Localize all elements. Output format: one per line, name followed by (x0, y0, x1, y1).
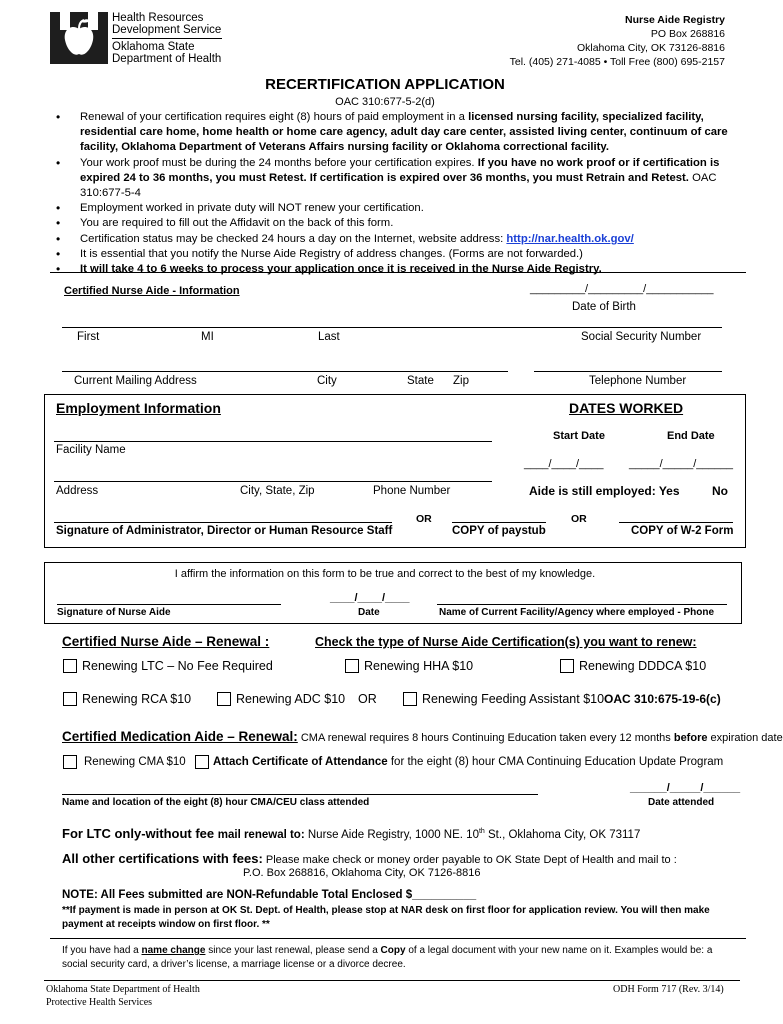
hha-checkbox[interactable] (345, 659, 359, 673)
w2-field[interactable] (619, 522, 733, 523)
current-facility-label: Name of Current Facility/Agency where employed - Phone (439, 607, 715, 618)
current-facility-field[interactable] (437, 604, 727, 605)
cma-class-label: Name and location of the eight (8) hour CMA/CEU class attended (62, 797, 370, 808)
ltc-label: Renewing LTC – No Fee Required (82, 659, 273, 673)
renewal-type-heading: Check the type of Nurse Aide Certification(s) you want to renew: (315, 635, 697, 649)
non-refundable-note: NOTE: All Fees submitted are NON-Refundable Total Enclosed $__________ (62, 889, 477, 901)
oklahoma-apple-logo-icon (50, 12, 108, 64)
start-date-label: Start Date (553, 430, 605, 442)
nurse-aide-signature-label: Signature of Nurse Aide (57, 607, 171, 618)
facility-address-field[interactable] (54, 481, 492, 482)
list-item: • Your work proof must be during the 24 months before your certification expires. If you have no work proof or if certification is expired 24 to 36 months, you must Retest. If certification is expired over 36 months, you must Retrain and Retest. OAC 310:677-5-4 (56, 156, 736, 202)
cma-label: Renewing CMA $10 (84, 756, 186, 768)
list-item: • Employment worked in private duty will NOT renew your certification. (56, 201, 736, 216)
mailing-address-label: Current Mailing Address (74, 375, 197, 387)
start-date-blank[interactable]: ____/____/____ (524, 458, 604, 470)
dddca-label: Renewing DDDCA $10 (579, 659, 707, 673)
feeding-oac: OAC 310:675-19-6(c) (604, 692, 721, 706)
ltc-checkbox[interactable] (63, 659, 77, 673)
list-item: • Renewal of your certification requires eight (8) hours of paid employment in a licensed nursing facility, specialized facility, residential care home, home health or home care agency, adult day care center, assisted living center, continuum of care facility, Oklahoma Department of Veterans Affairs nursing facility or Oklahoma correctional facility. (56, 110, 736, 156)
cma-heading-row: Certified Medication Aide – Renewal: CMA renewal requires 8 hours Continuing Education taken every 12 months before expiration date (62, 729, 783, 744)
ltc-mail-instructions: For LTC only-without fee mail renewal to: Nurse Aide Registry, 1000 NE. 10th St., Oklahoma City, OK 73117 (62, 826, 641, 841)
footer-department: Oklahoma State Department of Health (46, 984, 200, 995)
telephone-field[interactable] (534, 371, 722, 372)
cma-renewal-heading: Certified Medication Aide – Renewal: (62, 729, 298, 744)
in-person-payment-note: **If payment is made in person at OK St. Dept. of Health, please stop at NAR desk on first floor for application review. You will then make payment at receipts window on first floor. ** (62, 905, 710, 930)
affirmation-date-label: Date (358, 607, 380, 618)
last-name-label: Last (318, 331, 340, 343)
mailing-address-field[interactable] (62, 371, 508, 372)
first-name-label: First (77, 331, 100, 343)
logo-text-3: Oklahoma State (112, 41, 195, 53)
mi-label: MI (201, 331, 214, 343)
list-item: • It will take 4 to 6 weeks to process your application once it is received in the Nurse Aide Registry. (56, 262, 736, 277)
employment-heading: Employment Information (56, 400, 221, 416)
dates-worked-heading: DATES WORKED (569, 400, 684, 416)
or-separator-1: OR (416, 513, 432, 525)
name-change-note: If you have had a name change since your last renewal, please send a Copy of a legal document with your new name on it. Examples would be: a social security card, a driver’s license, a marriage license or a divorce decree. (62, 945, 713, 970)
adc-checkbox[interactable] (217, 692, 231, 706)
dob-blank[interactable]: _________/_________/___________ (530, 283, 714, 295)
or-separator-2: OR (571, 513, 587, 525)
logo-text-2: Development Service (112, 24, 222, 36)
cma-checkbox[interactable] (63, 755, 77, 769)
end-date-blank[interactable]: _____/_____/______ (629, 458, 733, 470)
ssn-label: Social Security Number (581, 331, 702, 343)
name-field[interactable] (62, 327, 722, 328)
city-state-zip-label: City, State, Zip (240, 485, 315, 497)
paystub-field[interactable] (452, 522, 546, 523)
renewal-or: OR (358, 692, 377, 706)
still-employed-no[interactable]: No (712, 484, 728, 498)
cna-info-heading: Certified Nurse Aide - Information (64, 285, 240, 297)
administrator-signature-label: Signature of Administrator, Director or Human Resource Staff (56, 525, 393, 537)
hha-label: Renewing HHA $10 (364, 659, 474, 673)
list-item: • It is essential that you notify the Nurse Aide Registry of address changes. (Forms are not forwarded.) (56, 247, 736, 262)
administrator-signature-field[interactable] (54, 522, 392, 523)
feeding-label: Renewing Feeding Assistant $10 (422, 692, 605, 706)
facility-name-field[interactable] (54, 441, 492, 442)
logo-text-1: Health Resources (112, 12, 204, 24)
cma-date-blank[interactable]: ______/_____/______ (630, 782, 741, 794)
oac-reference: OAC 310:677-5-2(d) (335, 96, 435, 108)
rca-checkbox[interactable] (63, 692, 77, 706)
fees-mail-instructions: All other certifications with fees: Please make check or money order payable to OK State Dept of Health and mail to : (62, 851, 677, 866)
adc-label: Renewing ADC $10 (236, 692, 346, 706)
address-label: Address (56, 485, 99, 497)
footer-form-number: ODH Form 717 (Rev. 3/14) (613, 984, 724, 995)
odh-logo (50, 12, 108, 64)
registry-name: Nurse Aide Registry (625, 14, 725, 26)
attach-certificate-label: Attach Certificate of Attendance for the eight (8) hour CMA Continuing Education Update Program (213, 756, 724, 768)
dddca-checkbox[interactable] (560, 659, 574, 673)
w2-label: COPY of W-2 Form (631, 525, 734, 537)
city-label: City (317, 375, 337, 387)
dob-label: Date of Birth (572, 301, 636, 313)
list-item: • Certification status may be checked 24 hours a day on the Internet, website address: http://nar.health.ok.gov/ (56, 232, 736, 247)
telephone-label: Telephone Number (589, 375, 687, 387)
still-employed-yes[interactable]: Aide is still employed: Yes (529, 484, 680, 498)
page-title: RECERTIFICATION APPLICATION (265, 76, 505, 93)
date-attended-label: Date attended (648, 797, 715, 808)
affirmation-text: I affirm the information on this form to be true and correct to the best of my knowledge. (174, 568, 596, 580)
zip-label: Zip (453, 375, 469, 387)
list-item: • You are required to fill out the Affidavit on the back of this form. (56, 216, 736, 231)
state-label: State (407, 375, 434, 387)
end-date-label: End Date (667, 430, 715, 442)
facility-name-label: Facility Name (56, 444, 126, 456)
instructions-list (56, 110, 736, 277)
nurse-aide-signature-field[interactable] (57, 604, 281, 605)
cna-renewal-heading: Certified Nurse Aide – Renewal : (62, 634, 270, 649)
feeding-checkbox[interactable] (403, 692, 417, 706)
registry-pobox: PO Box 268816 (650, 28, 725, 40)
attach-certificate-checkbox[interactable] (195, 755, 209, 769)
logo-text-4: Department of Health (112, 53, 222, 65)
fees-mail-address: P.O. Box 268816, Oklahoma City, OK 7126-8816 (243, 867, 481, 879)
footer-service: Protective Health Services (46, 997, 153, 1008)
cma-class-field[interactable] (62, 794, 538, 795)
phone-number-label: Phone Number (373, 485, 451, 497)
registry-website-link[interactable]: http://nar.health.ok.gov/ (506, 232, 634, 245)
registry-phone: Tel. (405) 271-4085 • Toll Free (800) 695-2157 (509, 56, 725, 68)
rca-label: Renewing RCA $10 (82, 692, 192, 706)
paystub-label: COPY of paystub (452, 525, 546, 537)
affirmation-date-blank[interactable]: ____/____/____ (330, 592, 410, 604)
registry-city: Oklahoma City, OK 73126-8816 (576, 42, 725, 54)
